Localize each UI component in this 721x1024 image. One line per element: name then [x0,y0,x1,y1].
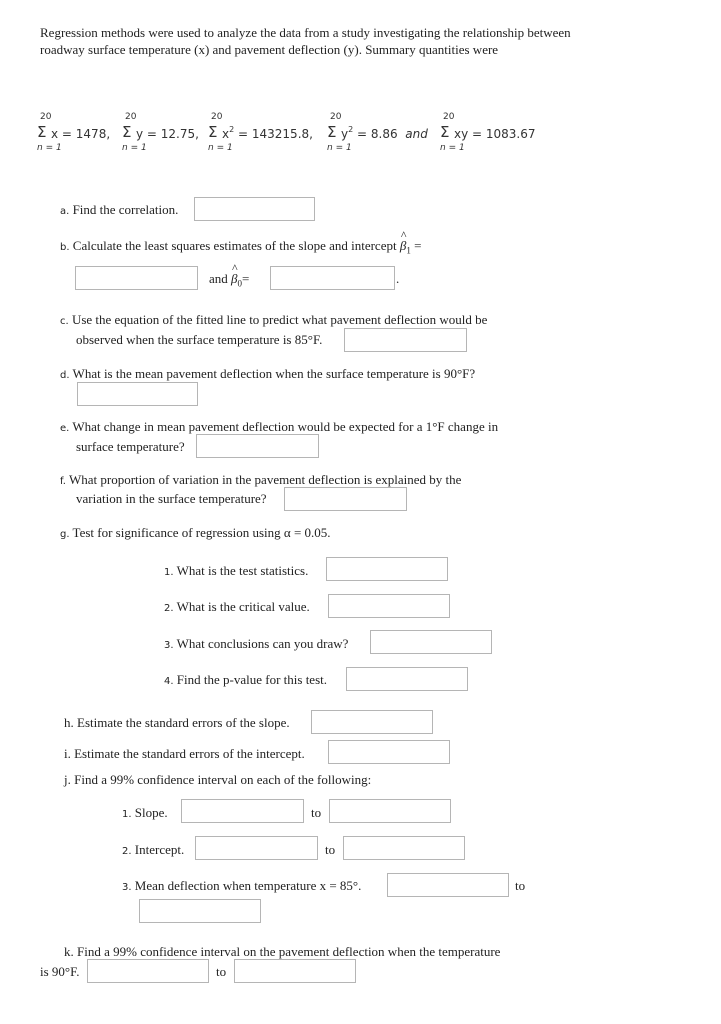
question-b: b. Calculate the least squares estimates of the slope and intercept ^ $\beta_1$ = [60,238,421,256]
beta1-symbol: ^ $\beta_1$ [400,238,411,256]
predicted-deflection-input[interactable] [344,328,467,352]
question-a: a. Find the correlation. [60,202,179,217]
j-item-2: 2. Intercept. [122,842,185,857]
g-item-4: 4. Find the p-value for this test. [164,672,327,687]
intercept-standard-error-input[interactable] [328,740,450,764]
test-statistic-input[interactable] [326,557,448,581]
g-item-1: 1. What is the test statistics. [164,563,309,578]
question-d: d. What is the mean pavement deflection when the surface temperature is 90°F? [60,366,476,381]
slope-standard-error-input[interactable] [311,710,433,734]
change-in-deflection-input[interactable] [196,434,319,458]
question-i: i. Estimate the standard errors of the intercept. [64,746,305,761]
prediction-interval-upper-input[interactable] [234,959,356,983]
correlation-input[interactable] [194,197,315,221]
proportion-variation-input[interactable] [284,487,407,511]
slope-ci-lower-input[interactable] [181,799,304,823]
summary-quantities: 20 Σ n = 1 x = 1478, 20 Σ n = 1 y = 12.75, 20 Σ n = 1 $x^2 = 143215.8$, 20 Σ n = 1 $y^2 = 8.86$ and 20 Σ n = 1 xy = 1083.67 [37,112,536,153]
question-g: g. Test for significance of regression using α = 0.05. [60,525,331,540]
intercept-ci-lower-input[interactable] [195,836,318,860]
beta0-symbol: ^ $\beta_0$ [231,271,242,289]
question-c: c. Use the equation of the fitted line to predict what pavement deflection would be [60,312,488,327]
question-e: e. What change in mean pavement deflection would be expected for a 1°F change in [60,419,499,434]
prediction-interval-lower-input[interactable] [87,959,209,983]
intercept-ci-upper-input[interactable] [343,836,465,860]
sigma-icon: Σ [440,123,450,141]
conclusion-input[interactable] [370,630,492,654]
question-j: j. Find a 99% confidence interval on each of the following: [64,772,372,787]
mean-deflection-ci-upper-input[interactable] [139,899,261,923]
question-f: f. What proportion of variation in the pavement deflection is explained by the [60,472,462,487]
g-item-2: 2. What is the critical value. [164,599,310,614]
intercept-label: and ^ $\beta_0=$ [209,271,249,289]
sigma-icon: Σ [327,123,337,141]
j-item-1: 1. Slope. [122,805,168,820]
question-h: h. Estimate the standard errors of the slope. [64,715,290,730]
question-k: k. Find a 99% confidence interval on the pavement deflection when the temperature [64,944,501,959]
critical-value-input[interactable] [328,594,450,618]
p-value-input[interactable] [346,667,468,691]
sigma-icon: Σ [208,123,218,141]
intercept-estimate-input[interactable] [270,266,395,290]
slope-ci-upper-input[interactable] [329,799,451,823]
sigma-icon: Σ [37,123,47,141]
slope-estimate-input[interactable] [75,266,198,290]
sigma-icon: Σ [122,123,132,141]
intro-paragraph: Regression methods were used to analyze the data from a study investigating the relationship between roadway surface temperature (x) and pavement deflection (y). Summary quantities were [40,25,571,57]
mean-deflection-ci-lower-input[interactable] [387,873,509,897]
mean-deflection-input[interactable] [77,382,198,406]
j-item-3: 3. Mean deflection when temperature x = 85°. [122,878,362,893]
g-item-3: 3. What conclusions can you draw? [164,636,349,651]
